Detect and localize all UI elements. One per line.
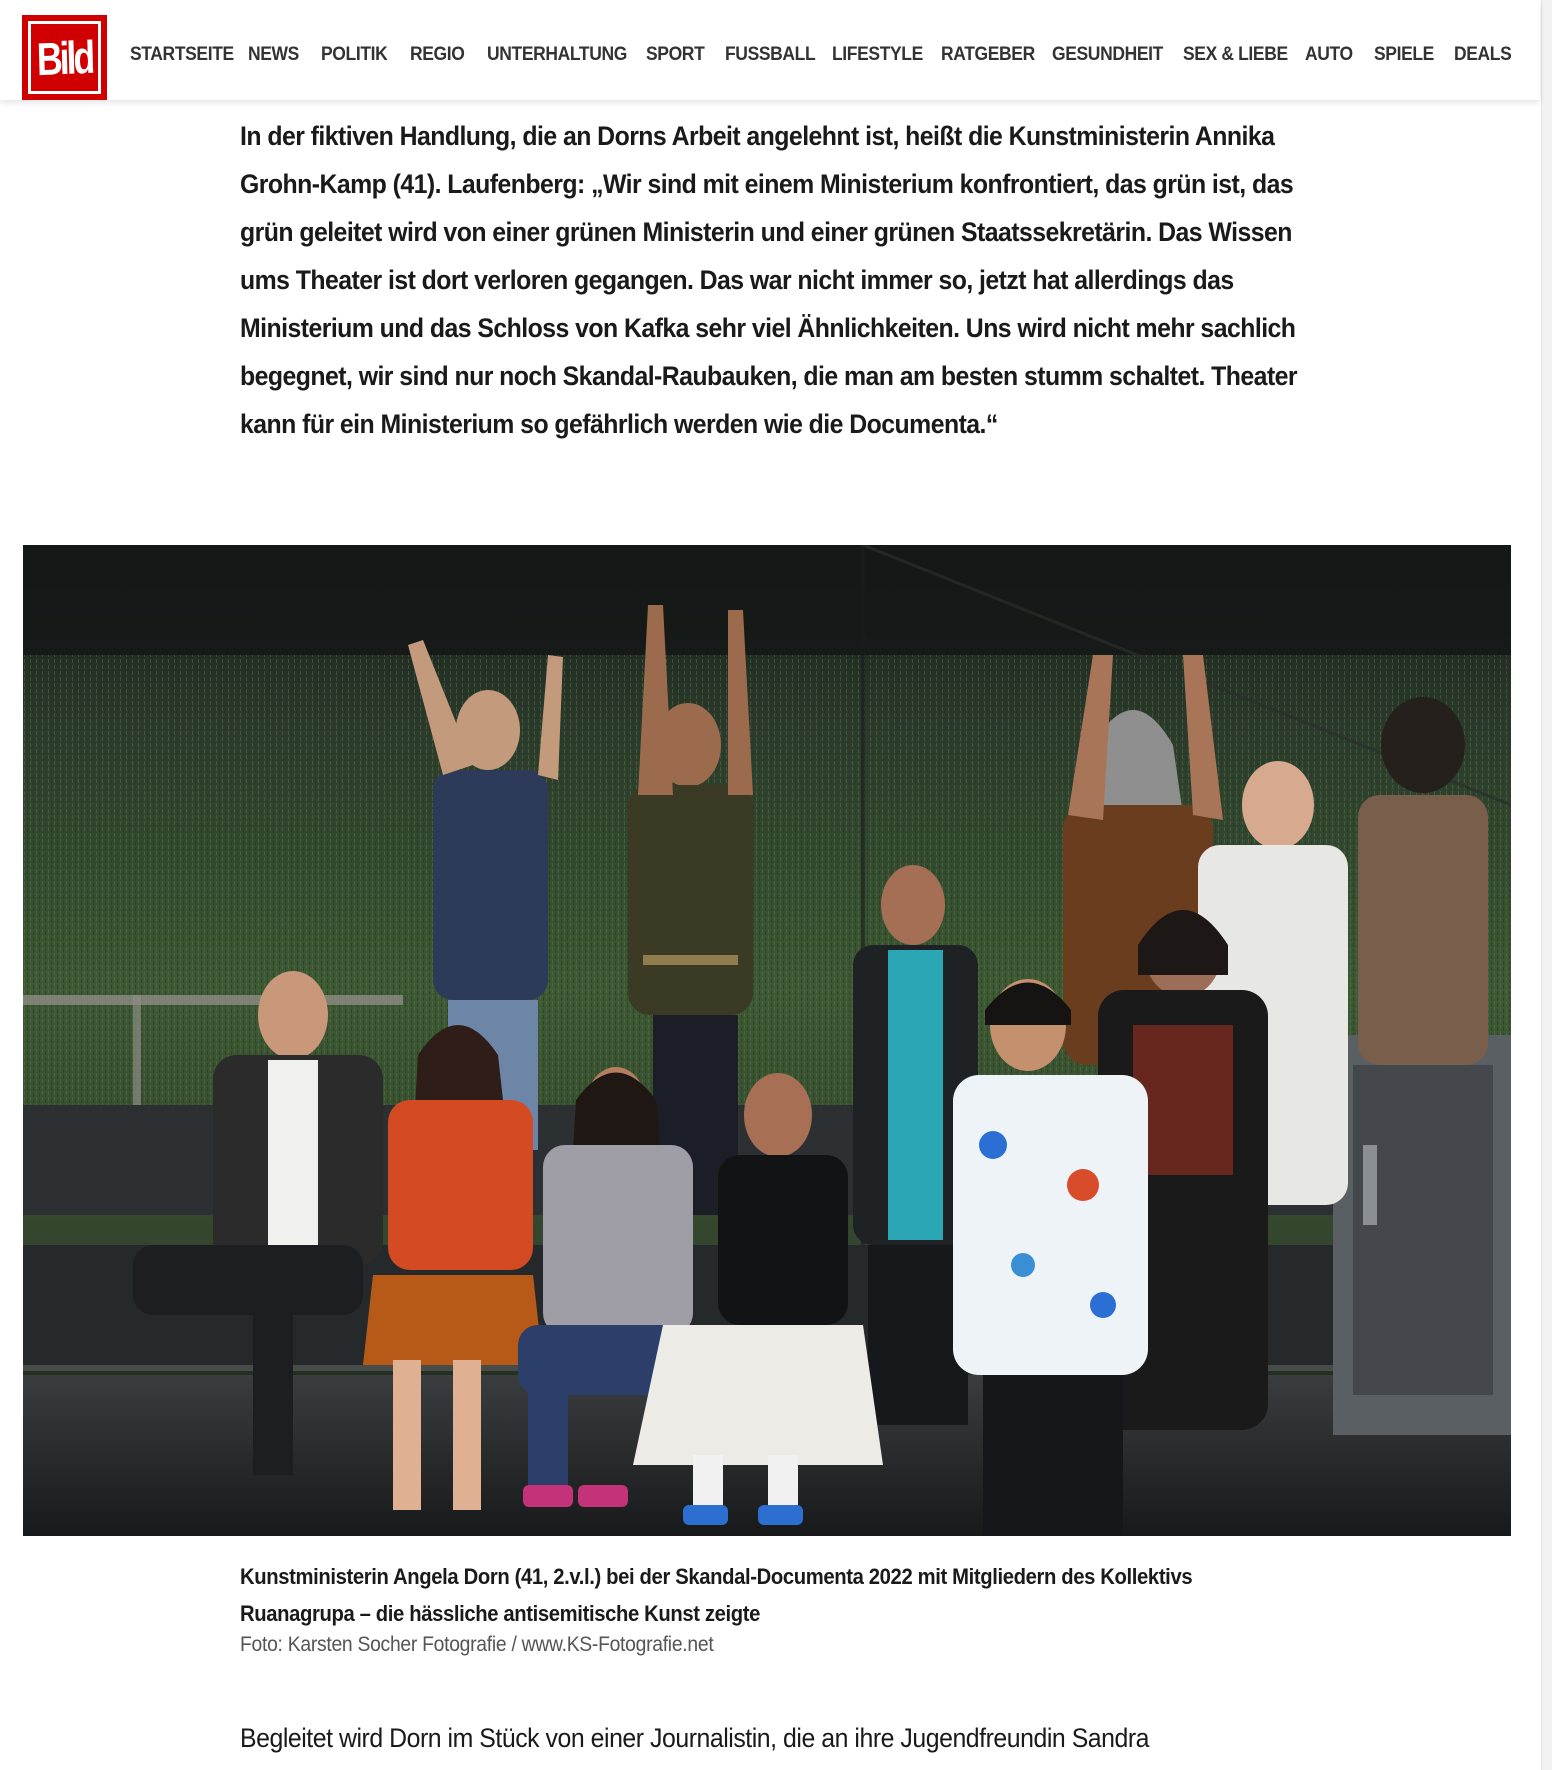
photo-credit: Foto: Karsten Socher Fotografie / www.KS-Fotografie.net xyxy=(240,1633,714,1656)
caption-text: Kunstministerin Angela Dorn (41, 2.v.l.) bei der Skandal-Documenta 2022 mit Mitgliedern des Kollektivs Ruanagrupa – die hässliche antisemitische Kunst zeigte xyxy=(240,1564,1193,1626)
nav-item-startseite[interactable]: STARTSEITE xyxy=(130,44,234,65)
nav-item-auto[interactable]: AUTO xyxy=(1305,44,1353,65)
nav-item-sport[interactable]: SPORT xyxy=(646,44,705,65)
nav-item-spiele[interactable]: SPIELE xyxy=(1374,44,1434,65)
bild-logo-text: Bild xyxy=(36,30,93,85)
nav-item-politik[interactable]: POLITIK xyxy=(321,44,388,65)
nav-item-regio[interactable]: REGIO xyxy=(410,44,465,65)
main-navigation xyxy=(130,44,1514,66)
nav-item-lifestyle[interactable]: LIFESTYLE xyxy=(832,44,923,65)
nav-item-sex-liebe[interactable]: SEX & LIEBE xyxy=(1183,44,1288,65)
photo-caption xyxy=(240,1558,1440,1662)
nav-item-fussball[interactable]: FUSSBALL xyxy=(725,44,816,65)
nav-item-gesundheit[interactable]: GESUNDHEIT xyxy=(1052,44,1163,65)
bild-logo-frame xyxy=(28,21,101,94)
article-body xyxy=(240,112,1310,448)
article-paragraph: In der fiktiven Handlung, die an Dorns Arbeit angelehnt ist, heißt die Kunstministerin Annika Grohn-Kamp (41). Laufenberg: „Wir sind mit einem Ministerium konfrontiert, das grün ist, das grün geleitet wird von einer grünen Ministerin und einer grünen Staatssekretärin. Das Wissen ums Theater ist dort verloren gegangen. Das war nicht immer so, jetzt hat allerdings das Ministerium und das Schloss von Kafka sehr viel Ähnlichkeiten. Uns wird nicht mehr sachlich begegnet, wir sind nur noch Skandal-Raubauken, die man am besten stumm schaltet. Theater kann für ein Ministerium so gefährlich werden wie die Documenta.“ xyxy=(240,121,1298,439)
page-scrollbar[interactable] xyxy=(1541,0,1552,1770)
nav-item-unterhaltung[interactable]: UNTERHALTUNG xyxy=(487,44,627,65)
bild-logo[interactable] xyxy=(22,15,107,100)
site-header xyxy=(0,0,1540,100)
article-paragraph-next: Begleitet wird Dorn im Stück von einer Journalistin, die an ihre Jugendfreundin Sandra xyxy=(240,1723,1150,1753)
article-photo[interactable] xyxy=(23,545,1511,1536)
documenta-group-photo xyxy=(23,545,1511,1536)
nav-item-news[interactable]: NEWS xyxy=(248,44,299,65)
nav-item-deals[interactable]: DEALS xyxy=(1454,44,1512,65)
nav-item-ratgeber[interactable]: RATGEBER xyxy=(941,44,1035,65)
